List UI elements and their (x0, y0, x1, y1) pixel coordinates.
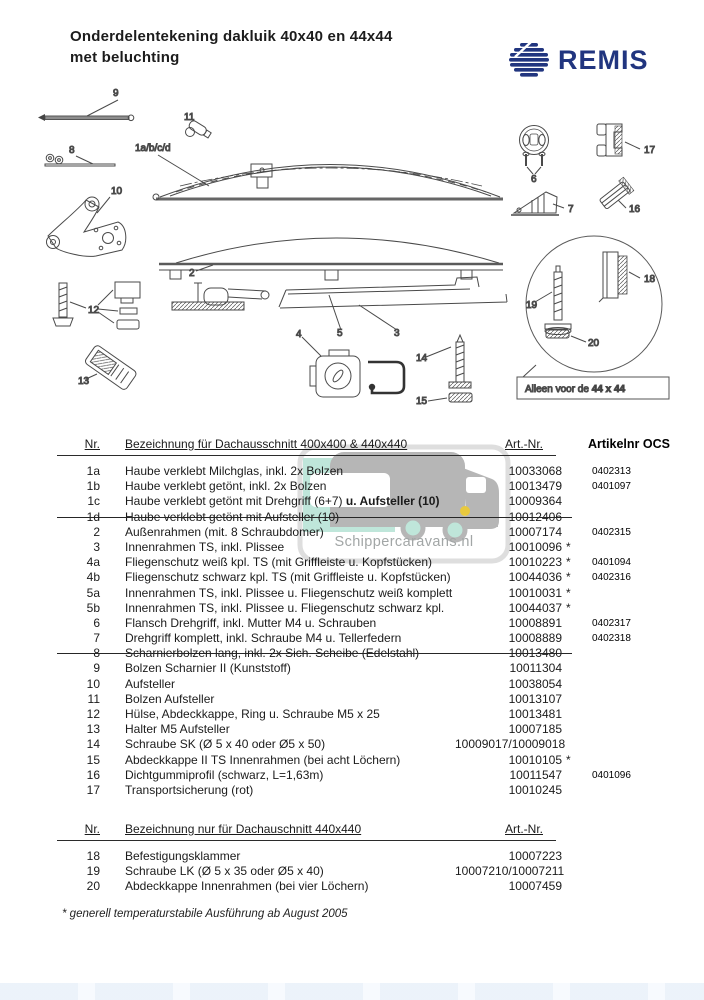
title-line-2: met beluchting (70, 49, 180, 66)
row-ocs (592, 753, 682, 768)
part-label-18: 18 (644, 274, 656, 285)
row-desc: Innenrahmen TS, inkl. Plissee u. Fliegenschutz weiß komplett (125, 585, 453, 600)
row-desc: Bolzen Aufsteller (125, 691, 215, 706)
row-star (562, 707, 582, 722)
table-row (60, 464, 704, 479)
row-nr: 19 (86, 864, 100, 879)
table-row (60, 849, 704, 864)
row-nr: 10 (86, 676, 100, 691)
row-desc: Schraube SK (Ø 5 x 40 oder Ø5 x 50) (125, 737, 326, 752)
part-label-11: 11 (184, 112, 195, 123)
row-desc: Fliegenschutz weiß kpl. TS (mit Griffleiste u. Kopfstücken) (125, 555, 433, 570)
row-ocs (592, 722, 682, 737)
table-row (60, 570, 704, 585)
row-desc: Außenrahmen (mit. 8 Schraubdomer) (125, 524, 324, 539)
part-12-schraube-set (53, 282, 140, 329)
scan-artifact-strip (0, 983, 704, 1000)
table-row (60, 753, 704, 768)
table-row (60, 677, 704, 692)
table-row (60, 631, 704, 646)
row-ocs (592, 646, 682, 661)
row-star (562, 525, 582, 540)
row-artnr: 10008891 (508, 615, 562, 630)
header-desc: Bezeichnung für Dachausschnitt 400x400 & 440x440 (125, 437, 408, 451)
row-ocs (592, 540, 682, 555)
parts-table-400x400 (60, 437, 704, 798)
row-ocs (592, 677, 682, 692)
remis-wordmark: REMIS (558, 44, 649, 75)
part-label-16: 16 (629, 204, 641, 215)
table-row (60, 601, 704, 616)
row-artnr: 10038054 (508, 676, 562, 691)
row-star: * (566, 570, 571, 585)
table2-rows (60, 849, 704, 895)
row-ocs: 0401096 (592, 769, 631, 781)
row-desc: Aufsteller (125, 676, 176, 691)
row-artnr: 10010245 (508, 782, 562, 797)
row-star (562, 661, 582, 676)
table-row (60, 768, 704, 783)
part-label-8: 8 (69, 145, 75, 156)
row-nr: 4b (86, 570, 100, 585)
table-row (60, 586, 704, 601)
footnote: * generell temperaturstabile Ausführung ab August 2005 (62, 908, 348, 920)
row-ocs (592, 692, 682, 707)
part-label-6: 6 (531, 174, 537, 185)
part-1-haube-label (135, 143, 209, 186)
row-artnr: 10007185 (508, 722, 562, 737)
row-star (562, 494, 582, 509)
row-artnr: 10013480 (508, 646, 562, 661)
frame-cross-section (172, 283, 269, 310)
part-label-2: 2 (189, 268, 195, 279)
row-nr: 8 (93, 646, 100, 661)
row-ocs (592, 737, 682, 752)
row-star (562, 646, 582, 661)
table-row (60, 737, 704, 752)
row-star (562, 722, 582, 737)
row-ocs (592, 864, 682, 879)
part-2-aussenrahmen (159, 238, 503, 280)
header-desc: Bezeichnung nur für Dachauschnitt 440x440 (125, 822, 362, 836)
watermark-text: Schippercaravans.nl (334, 534, 474, 550)
row-star (562, 677, 582, 692)
row-nr: 15 (86, 752, 100, 767)
table-row (60, 525, 704, 540)
part-label-3: 3 (394, 328, 400, 339)
row-desc: Haube verklebt getönt, inkl. 2x Bolzen (125, 479, 327, 494)
table1-rows (60, 464, 704, 798)
remis-logo (506, 40, 649, 80)
row-star (562, 879, 582, 894)
callout-prefix: Alleen voor de (525, 384, 592, 395)
remis-globe-icon (506, 40, 552, 80)
row-star (562, 479, 582, 494)
row-star (562, 510, 582, 525)
row-nr: 18 (86, 849, 100, 863)
parts-diagram (0, 80, 704, 430)
part-17-transportsicherung (597, 124, 656, 156)
part-13-halter (78, 344, 138, 391)
row-ocs: 0402315 (592, 526, 631, 538)
row-ocs (592, 586, 682, 601)
row-desc: Haube verklebt getönt mit Aufsteller (10) (125, 509, 340, 524)
row-nr: 3 (93, 539, 100, 554)
row-nr: 16 (86, 767, 100, 782)
row-desc: Abdeckkappe Innenrahmen (bei vier Löchern) (125, 879, 369, 894)
row-nr: 13 (86, 722, 100, 737)
part-label-5: 5 (337, 328, 343, 339)
part-label-1abcd: 1a/b/c/d (135, 143, 171, 154)
row-star: * (566, 555, 571, 570)
row-artnr: 10011547 (509, 767, 562, 782)
row-nr: 12 (86, 707, 100, 721)
row-artnr: 10044036 (508, 570, 562, 585)
row-star (562, 464, 582, 479)
row-star (562, 692, 582, 707)
row-artnr: 10011304 (509, 661, 562, 676)
callout-44x44 (517, 365, 669, 399)
row-artnr: 10009017/10009018 (455, 737, 566, 752)
part-7-drehgriff (511, 192, 574, 215)
part-9-hinge-rod (38, 88, 134, 121)
callout-bold: 44 x 44 (591, 384, 626, 395)
header-artnr: Art.-Nr. (505, 437, 543, 451)
part-16-dichtgummiprofil (597, 177, 640, 215)
table-row (60, 540, 704, 555)
row-desc: Haube verklebt getönt mit Drehgriff (6+7) u. Aufsteller (10) (125, 494, 440, 509)
part-label-15: 15 (416, 396, 428, 407)
row-nr: 20 (86, 879, 100, 894)
part-label-10: 10 (111, 186, 123, 197)
row-star: * (566, 585, 571, 600)
row-star: * (566, 600, 571, 615)
row-artnr: 10007459 (508, 879, 562, 894)
row-artnr: 10007223 (508, 849, 562, 863)
row-desc: Drehgriff komplett, inkl. Schraube M4 u. Tellerfedern (125, 631, 402, 646)
row-desc: Befestigungsklammer (125, 849, 241, 863)
page-title (70, 26, 393, 68)
row-artnr: 10008889 (508, 631, 562, 646)
row-desc: Abdeckkappe II TS Innenrahmen (bei acht Löchern) (125, 752, 401, 767)
row-ocs: 0402313 (592, 466, 631, 477)
row-artnr: 10007174 (508, 524, 562, 539)
table-row (60, 722, 704, 737)
table-row (60, 783, 704, 798)
row-nr: 7 (93, 631, 100, 646)
part-6-flansch-drehgriff (520, 126, 549, 186)
header-ocs: Artikelnr OCS (588, 437, 670, 451)
row-ocs: 0402316 (592, 572, 631, 584)
row-artnr: 10010031 (508, 585, 562, 600)
part-label-14: 14 (416, 353, 428, 364)
row-star (562, 616, 582, 631)
row-desc: Halter M5 Aufsteller (125, 722, 230, 737)
row-artnr: 10012406 (508, 509, 562, 524)
row-nr: 6 (93, 615, 100, 630)
row-star (562, 849, 582, 864)
table-row (60, 864, 704, 879)
row-desc: Innenrahmen TS, inkl. Plissee u. Fliegenschutz schwarz kpl. (125, 600, 445, 615)
table-row (60, 879, 704, 894)
row-desc: Dichtgummiprofil (schwarz, L=1,63m) (125, 767, 324, 782)
table-row (60, 510, 704, 525)
table-row (60, 494, 704, 509)
row-artnr: 10013107 (508, 691, 562, 706)
row-nr: 1a (86, 464, 100, 478)
row-ocs: 0401094 (592, 557, 631, 569)
part-8-bolt-washers (45, 145, 115, 166)
row-ocs: 0402318 (592, 633, 631, 645)
part-4-lock-detail (310, 350, 404, 397)
row-star (562, 737, 582, 752)
row-ocs (592, 879, 682, 894)
row-star: * (566, 752, 571, 767)
row-desc: Haube verklebt Milchglas, inkl. 2x Bolzen (125, 464, 344, 478)
row-nr: 5b (86, 600, 100, 615)
table-row (60, 555, 704, 570)
row-nr: 1d (86, 509, 100, 524)
part-14-schraube-sk (416, 335, 471, 388)
table-row (60, 616, 704, 631)
row-artnr: 10013479 (508, 479, 562, 494)
row-ocs (592, 849, 682, 864)
part-label-9: 9 (113, 88, 119, 99)
part-label-7: 7 (568, 204, 574, 215)
title-line-1: Onderdelentekening dakluik 40x40 en 44x44 (70, 28, 393, 45)
row-nr: 1b (86, 479, 100, 494)
row-artnr: 10007210/10007211 (455, 864, 565, 879)
row-star (562, 864, 582, 879)
row-artnr: 10013481 (508, 707, 562, 721)
row-nr: 2 (93, 524, 100, 539)
header-nr: Nr. (84, 437, 100, 451)
table-row (60, 646, 704, 661)
row-ocs (592, 707, 682, 722)
row-artnr: 10010096 (508, 539, 562, 554)
row-star (562, 783, 582, 798)
header-artnr: Art.-Nr. (505, 822, 543, 836)
row-artnr: 10033068 (508, 464, 562, 478)
row-desc: Innenrahmen TS, inkl. Plissee (125, 539, 285, 554)
row-ocs (592, 601, 682, 616)
row-desc: Flansch Drehgriff, inkl. Mutter M4 u. Schrauben (125, 615, 377, 630)
part-label-17: 17 (644, 145, 656, 156)
row-star (562, 768, 582, 783)
part-label-12: 12 (88, 305, 100, 316)
row-artnr: 10010223 (508, 555, 562, 570)
row-desc: Hülse, Abdeckkappe, Ring u. Schraube M5 x 25 (125, 707, 380, 721)
row-desc: Transportsicherung (rot) (125, 782, 254, 797)
row-desc: Scharnierbolzen lang, inkl. 2x Sich. Scheibe (Edelstahl) (125, 646, 420, 661)
table-row (60, 661, 704, 676)
row-desc: Schraube LK (Ø 5 x 35 oder Ø5 x 40) (125, 864, 324, 879)
row-star: * (566, 539, 571, 554)
row-nr: 9 (93, 661, 100, 676)
row-ocs (592, 510, 682, 525)
part-1-haube-dome (153, 164, 503, 200)
row-ocs (592, 661, 682, 676)
detail-circle-44x44 (526, 236, 662, 372)
row-ocs (592, 494, 682, 509)
part-3-innenrahmen-panel (279, 277, 507, 356)
part-label-13: 13 (78, 376, 90, 387)
parts-table-440x440 (60, 822, 704, 895)
row-artnr: 10044037 (508, 600, 562, 615)
row-ocs: 0401097 (592, 481, 631, 493)
row-nr: 17 (86, 782, 100, 797)
row-nr: 5a (86, 585, 100, 600)
part-label-4: 4 (296, 329, 302, 340)
svg-text:Alleen voor de 44 x 44 (525, 384, 626, 395)
row-nr: 4a (86, 555, 100, 570)
row-nr: 11 (87, 691, 100, 706)
table-row (60, 479, 704, 494)
row-desc: Fliegenschutz schwarz kpl. TS (mit Griffleiste u. Kopfstücken) (125, 570, 451, 585)
part-label-20: 20 (588, 338, 600, 349)
part-10-aufsteller-arm (47, 186, 126, 256)
row-desc: Bolzen Scharnier II (Kunststoff) (125, 661, 291, 676)
part-15-abdeckkappe (416, 393, 472, 407)
row-ocs: 0402317 (592, 617, 631, 629)
row-ocs (592, 783, 682, 798)
table2-header (60, 822, 704, 837)
part-11-bolzen (184, 112, 212, 139)
row-artnr: 10009364 (508, 494, 562, 509)
table1-header (60, 437, 704, 452)
row-artnr: 10010105 (508, 752, 562, 767)
header-nr: Nr. (84, 822, 100, 836)
row-nr: 14 (86, 737, 100, 752)
row-star (562, 631, 582, 646)
part-label-19: 19 (526, 300, 538, 311)
table-row (60, 692, 704, 707)
table-row (60, 707, 704, 722)
row-nr: 1c (87, 494, 100, 509)
